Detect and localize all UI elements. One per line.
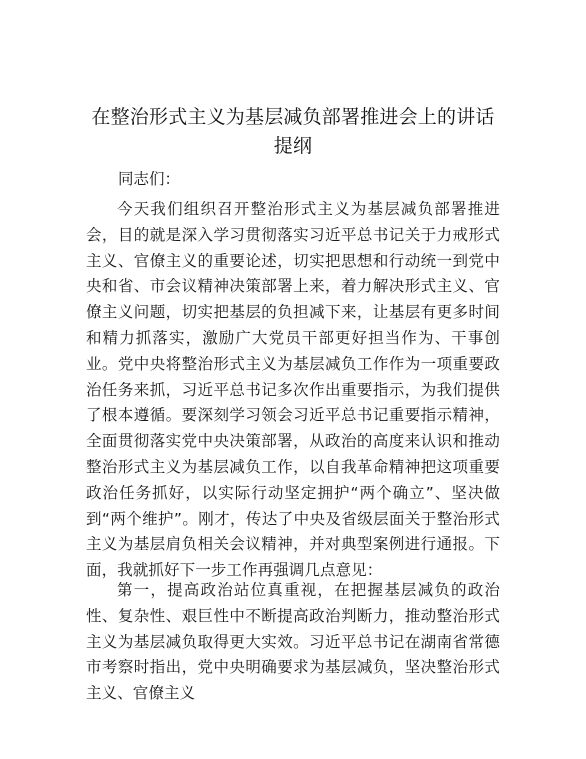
body-paragraph-1: 今天我们组织召开整治形式主义为基层减负部署推进会，目的就是深入学习贯彻落实习近平总书记关于力戒形式主义、官僚主义的重要论述，切实把思想和行动统一到党中央和省、市会议精神决策部署上来，着力解决形式主义、官僚主义问题，切实把基层的负担减下来，让基层有更多时间和精力抓落实，激励广大党员干部更好担当作为、干事创业。党中央将整治形式主义为基层减负工作作为一项重要政治任务来抓，习近平总书记多次作出重要指示，为我们提供了根本遵循。要深刻学习领会习近平总书记重要指示精神，全面贯彻落实党中央决策部署，从政治的高度来认识和推动整治形式主义为基层减负工作，以自我革命精神把这项重要政治任务抓好，以实际行动坚定拥护“两个确立”、坚决做到“两个维护”。刚才，传达了中央及省级层面关于整治形式主义为基层肩负相关会议精神，并对典型案例进行通报。下面，我就抓好下一步工作再强调几点意见：: [86, 200, 500, 580]
document-title: 在整治形式主义为基层减负部署推进会上的讲话提纲: [91, 106, 495, 157]
body-paragraph-2: 第一，提高政治站位真重视，在把握基层减负的政治性、复杂性、艰巨性中不断提高政治判断力，推动整治形式主义为基层减负取得更大实效。习近平总书记在湖南省常德市考察时指出，党中央明确要求为基层减负，坚决整治形式主义、官僚主义: [86, 581, 500, 703]
salutation: 同志们：: [118, 170, 181, 188]
